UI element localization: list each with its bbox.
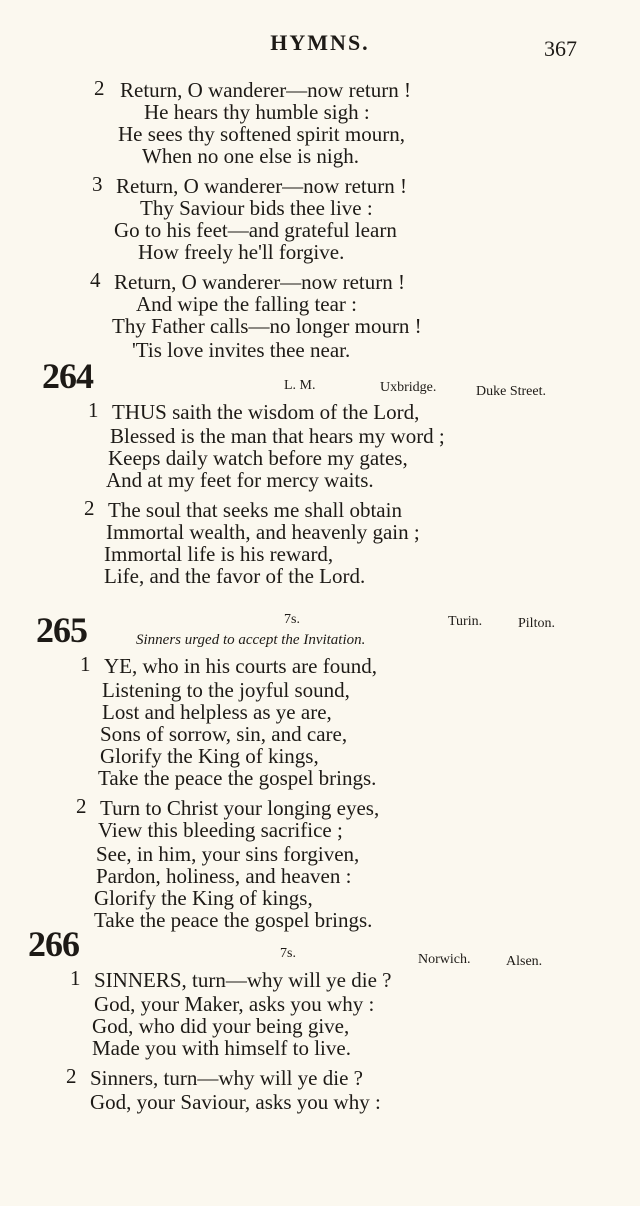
- hymn-subtitle: Sinners urged to accept the Invitation.: [136, 632, 366, 648]
- verse-line: Life, and the favor of the Lord.: [104, 564, 366, 588]
- hymn-meter: L. M.: [284, 378, 316, 393]
- stanza-number: 1: [88, 398, 99, 422]
- verse-line: Listening to the joyful sound,: [102, 678, 350, 702]
- verse-line: And at my feet for mercy waits.: [106, 468, 374, 492]
- verse-line: God, your Saviour, asks you why :: [90, 1090, 381, 1114]
- verse-line: Turn to Christ your longing eyes,: [100, 796, 380, 820]
- stanza-number: 1: [80, 652, 91, 676]
- tune-name: Pilton.: [518, 616, 555, 631]
- stanza-number: 1: [70, 966, 81, 990]
- stanza-number: 3: [92, 172, 103, 196]
- verse-line: THUS saith the wisdom of the Lord,: [112, 400, 420, 424]
- stanza-number: 2: [84, 496, 95, 520]
- verse-line: Immortal life is his reward,: [104, 542, 334, 566]
- hymn-meter: 7s.: [280, 946, 296, 961]
- tune-name: Duke Street.: [476, 384, 546, 399]
- verse-line: He hears thy humble sigh :: [144, 100, 370, 124]
- verse-line: The soul that seeks me shall obtain: [108, 498, 402, 522]
- stanza-number: 4: [90, 268, 101, 292]
- tune-name: Norwich.: [418, 952, 471, 967]
- hymn-number: 265: [36, 610, 87, 650]
- tune-name: Turin.: [448, 614, 483, 629]
- hymn-number: 266: [28, 924, 79, 964]
- verse-line: 'Tis love invites thee near.: [132, 338, 351, 362]
- verse-line: Blessed is the man that hears my word ;: [110, 424, 445, 448]
- hymn-meter: 7s.: [284, 612, 300, 627]
- verse-line: Take the peace the gospel brings.: [94, 908, 373, 932]
- verse-line: Sons of sorrow, sin, and care,: [100, 722, 348, 746]
- verse-line: Pardon, holiness, and heaven :: [96, 864, 352, 888]
- verse-line: Return, O wanderer—now return !: [120, 78, 411, 102]
- verse-line: Keeps daily watch before my gates,: [108, 446, 408, 470]
- verse-line: View this bleeding sacrifice ;: [98, 818, 343, 842]
- verse-line: God, your Maker, asks you why :: [94, 992, 375, 1016]
- verse-line: See, in him, your sins forgiven,: [96, 842, 360, 866]
- verse-line: God, who did your being give,: [92, 1014, 350, 1038]
- verse-line: Immortal wealth, and heavenly gain ;: [106, 520, 420, 544]
- verse-line: He sees thy softened spirit mourn,: [118, 122, 405, 146]
- verse-line: How freely he'll forgive.: [138, 240, 345, 264]
- stanza-number: 2: [76, 794, 87, 818]
- hymn-number: 264: [42, 356, 93, 396]
- verse-line: SINNERS, turn—why will ye die ?: [94, 968, 392, 992]
- verse-line: Glorify the King of kings,: [94, 886, 313, 910]
- stanza-number: 2: [66, 1064, 77, 1088]
- verse-line: Sinners, turn—why will ye die ?: [90, 1066, 363, 1090]
- verse-line: And wipe the falling tear :: [136, 292, 358, 316]
- verse-line: When no one else is nigh.: [142, 144, 359, 168]
- page-number: 367: [544, 36, 577, 61]
- tune-name: Uxbridge.: [380, 380, 437, 395]
- verse-line: Take the peace the gospel brings.: [98, 766, 377, 790]
- verse-line: Thy Saviour bids thee live :: [140, 196, 373, 220]
- verse-line: Made you with himself to live.: [92, 1036, 351, 1060]
- running-title: HYMNS.: [270, 30, 370, 55]
- verse-line: Return, O wanderer—now return !: [116, 174, 407, 198]
- verse-line: Thy Father calls—no longer mourn !: [112, 314, 422, 338]
- stanza-number: 2: [94, 76, 105, 100]
- verse-line: YE, who in his courts are found,: [104, 654, 377, 678]
- verse-line: Glorify the King of kings,: [100, 744, 319, 768]
- tune-name: Alsen.: [506, 954, 543, 969]
- verse-line: Go to his feet—and grateful learn: [114, 218, 397, 242]
- verse-line: Lost and helpless as ye are,: [102, 700, 332, 724]
- verse-line: Return, O wanderer—now return !: [114, 270, 405, 294]
